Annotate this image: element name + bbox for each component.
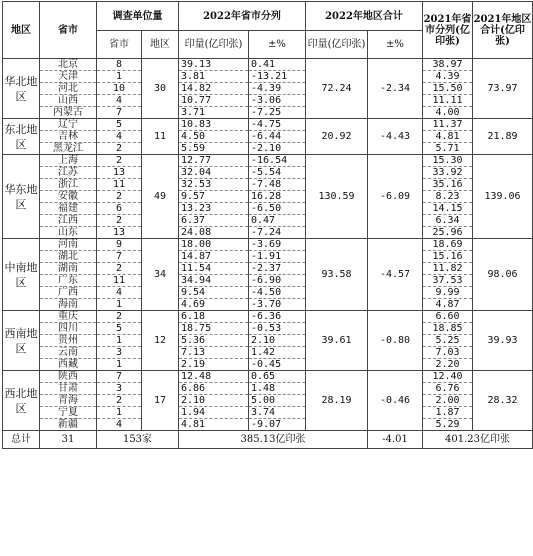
table-row xyxy=(3,83,533,95)
province-print-volume: 5.36 xyxy=(179,335,249,347)
province-2021-print-volume: 11.37 xyxy=(423,119,473,131)
province-pct: -3.06 xyxy=(249,95,306,107)
region-unit-count: 49 xyxy=(142,155,179,239)
province-pct: 1.42 xyxy=(249,347,306,359)
province-2021-print-volume: 4.00 xyxy=(423,107,473,119)
province-name: 天津 xyxy=(40,71,97,83)
region-name: 中南地区 xyxy=(3,239,40,311)
province-name: 河北 xyxy=(40,83,97,95)
province-pct: -0.53 xyxy=(249,323,306,335)
province-2021-print-volume: 11.82 xyxy=(423,263,473,275)
province-name: 四川 xyxy=(40,323,97,335)
province-print-volume: 7.13 xyxy=(179,347,249,359)
province-unit-count: 6 xyxy=(97,203,142,215)
province-print-volume: 11.54 xyxy=(179,263,249,275)
region-2021-total: 73.97 xyxy=(473,59,533,119)
province-name: 上海 xyxy=(40,155,97,167)
province-pct: -7.24 xyxy=(249,227,306,239)
province-print-volume: 24.08 xyxy=(179,227,249,239)
table-row xyxy=(3,119,533,131)
province-unit-count: 4 xyxy=(97,95,142,107)
header-unit-count: 调查单位量 xyxy=(97,2,179,31)
region-2021-total: 139.06 xyxy=(473,155,533,239)
province-print-volume: 34.94 xyxy=(179,275,249,287)
region-unit-count: 17 xyxy=(142,371,179,431)
province-print-volume: 2.19 xyxy=(179,359,249,371)
province-2021-print-volume: 1.87 xyxy=(423,407,473,419)
province-2021-print-volume: 38.97 xyxy=(423,59,473,71)
region-name: 华东地区 xyxy=(3,155,40,239)
province-pct: 3.74 xyxy=(249,407,306,419)
province-2021-print-volume: 2.00 xyxy=(423,395,473,407)
region-name: 华北地区 xyxy=(3,59,40,119)
province-pct: -3.69 xyxy=(249,239,306,251)
province-unit-count: 1 xyxy=(97,335,142,347)
province-2021-print-volume: 33.92 xyxy=(423,167,473,179)
province-name: 新疆 xyxy=(40,419,97,431)
region-name: 西北地区 xyxy=(3,371,40,431)
table-row xyxy=(3,371,533,383)
province-name: 云南 xyxy=(40,347,97,359)
province-name: 河南 xyxy=(40,239,97,251)
province-2021-print-volume: 5.71 xyxy=(423,143,473,155)
province-print-volume: 4.81 xyxy=(179,419,249,431)
province-2021-print-volume: 5.25 xyxy=(423,335,473,347)
province-unit-count: 1 xyxy=(97,299,142,311)
province-name: 山东 xyxy=(40,227,97,239)
province-print-volume: 6.86 xyxy=(179,383,249,395)
province-2021-print-volume: 14.15 xyxy=(423,203,473,215)
table-row xyxy=(3,311,533,323)
province-unit-count: 8 xyxy=(97,59,142,71)
region-2021-total: 21.89 xyxy=(473,119,533,155)
print-volume-table xyxy=(2,1,533,449)
province-print-volume: 18.75 xyxy=(179,323,249,335)
region-total-print-volume: 28.19 xyxy=(306,371,368,431)
province-unit-count: 4 xyxy=(97,287,142,299)
province-unit-count: 5 xyxy=(97,323,142,335)
province-unit-count: 7 xyxy=(97,107,142,119)
province-print-volume: 4.69 xyxy=(179,299,249,311)
total-2021-print-volume: 401.23亿印张 xyxy=(423,431,533,449)
province-2021-print-volume: 2.20 xyxy=(423,359,473,371)
province-unit-count: 2 xyxy=(97,395,142,407)
province-print-volume: 9.54 xyxy=(179,287,249,299)
table-row xyxy=(3,383,533,395)
region-total-pct: -4.57 xyxy=(368,239,423,311)
region-total-print-volume: 93.58 xyxy=(306,239,368,311)
table-row xyxy=(3,71,533,83)
province-2021-print-volume: 4.87 xyxy=(423,299,473,311)
province-pct: -2.10 xyxy=(249,143,306,155)
province-print-volume: 13.23 xyxy=(179,203,249,215)
province-pct: -1.91 xyxy=(249,251,306,263)
province-print-volume: 32.53 xyxy=(179,179,249,191)
subheader-region: 地区 xyxy=(142,31,179,59)
province-2021-print-volume: 18.69 xyxy=(423,239,473,251)
province-2021-print-volume: 12.40 xyxy=(423,371,473,383)
province-2021-print-volume: 6.34 xyxy=(423,215,473,227)
province-print-volume: 39.13 xyxy=(179,59,249,71)
province-pct: -0.45 xyxy=(249,359,306,371)
province-name: 贵州 xyxy=(40,335,97,347)
table-row xyxy=(3,323,533,335)
region-unit-count: 11 xyxy=(142,119,179,155)
region-total-pct: -0.46 xyxy=(368,371,423,431)
region-total-print-volume: 130.59 xyxy=(306,155,368,239)
province-unit-count: 2 xyxy=(97,215,142,227)
province-print-volume: 5.59 xyxy=(179,143,249,155)
region-unit-count: 12 xyxy=(142,311,179,371)
table-row xyxy=(3,215,533,227)
province-pct: -6.36 xyxy=(249,311,306,323)
province-2021-print-volume: 4.39 xyxy=(423,71,473,83)
province-unit-count: 2 xyxy=(97,143,142,155)
province-pct: 0.41 xyxy=(249,59,306,71)
header-province: 省市 xyxy=(40,2,97,59)
province-unit-count: 1 xyxy=(97,71,142,83)
table-row xyxy=(3,179,533,191)
province-unit-count: 13 xyxy=(97,227,142,239)
province-pct: -3.70 xyxy=(249,299,306,311)
province-pct: -2.37 xyxy=(249,263,306,275)
province-print-volume: 14.87 xyxy=(179,251,249,263)
province-2021-print-volume: 25.96 xyxy=(423,227,473,239)
province-unit-count: 3 xyxy=(97,347,142,359)
province-unit-count: 2 xyxy=(97,311,142,323)
province-name: 浙江 xyxy=(40,179,97,191)
header-2022-province: 2022年省市分列 xyxy=(179,2,306,31)
province-pct: -4.39 xyxy=(249,83,306,95)
header-2021-province: 2021年省市分列(亿印张) xyxy=(423,2,473,59)
province-name: 辽宁 xyxy=(40,119,97,131)
province-print-volume: 14.82 xyxy=(179,83,249,95)
table-row xyxy=(3,395,533,407)
province-unit-count: 11 xyxy=(97,275,142,287)
province-2021-print-volume: 11.11 xyxy=(423,95,473,107)
table-row xyxy=(3,299,533,311)
province-unit-count: 11 xyxy=(97,179,142,191)
region-total-print-volume: 39.61 xyxy=(306,311,368,371)
province-print-volume: 1.94 xyxy=(179,407,249,419)
province-pct: 1.48 xyxy=(249,383,306,395)
table-row xyxy=(3,263,533,275)
table-row xyxy=(3,155,533,167)
province-name: 山西 xyxy=(40,95,97,107)
province-pct: 0.65 xyxy=(249,371,306,383)
province-print-volume: 6.37 xyxy=(179,215,249,227)
province-print-volume: 10.83 xyxy=(179,119,249,131)
province-pct: 2.10 xyxy=(249,335,306,347)
header-2021-region-total: 2021年地区合计(亿印张) xyxy=(473,2,533,59)
total-units: 153家 xyxy=(97,431,179,449)
province-name: 江苏 xyxy=(40,167,97,179)
province-pct: -16.54 xyxy=(249,155,306,167)
province-print-volume: 9.57 xyxy=(179,191,249,203)
province-pct: -6.50 xyxy=(249,203,306,215)
province-pct: -6.90 xyxy=(249,275,306,287)
province-pct: -9.07 xyxy=(249,419,306,431)
table-row xyxy=(3,167,533,179)
province-print-volume: 12.48 xyxy=(179,371,249,383)
province-name: 湖北 xyxy=(40,251,97,263)
province-name: 广西 xyxy=(40,287,97,299)
province-2021-print-volume: 5.29 xyxy=(423,419,473,431)
region-total-pct: -2.34 xyxy=(368,59,423,119)
province-2021-print-volume: 15.50 xyxy=(423,83,473,95)
province-print-volume: 10.77 xyxy=(179,95,249,107)
province-name: 吉林 xyxy=(40,131,97,143)
province-name: 青海 xyxy=(40,395,97,407)
province-2021-print-volume: 9.99 xyxy=(423,287,473,299)
region-unit-count: 30 xyxy=(142,59,179,119)
province-name: 内蒙古 xyxy=(40,107,97,119)
province-name: 陕西 xyxy=(40,371,97,383)
province-pct: -7.48 xyxy=(249,179,306,191)
province-2021-print-volume: 6.76 xyxy=(423,383,473,395)
province-unit-count: 1 xyxy=(97,407,142,419)
province-pct: 16.28 xyxy=(249,191,306,203)
total-province-count: 31 xyxy=(40,431,97,449)
province-2021-print-volume: 6.60 xyxy=(423,311,473,323)
subheader-print-volume: 印量(亿印张) xyxy=(179,31,249,59)
region-unit-count: 34 xyxy=(142,239,179,311)
province-pct: -6.44 xyxy=(249,131,306,143)
province-name: 福建 xyxy=(40,203,97,215)
province-print-volume: 32.04 xyxy=(179,167,249,179)
province-unit-count: 13 xyxy=(97,167,142,179)
province-unit-count: 2 xyxy=(97,155,142,167)
province-name: 宁夏 xyxy=(40,407,97,419)
province-name: 湖南 xyxy=(40,263,97,275)
province-unit-count: 4 xyxy=(97,131,142,143)
province-unit-count: 2 xyxy=(97,263,142,275)
table-row xyxy=(3,419,533,431)
province-name: 安徽 xyxy=(40,191,97,203)
total-print-volume: 385.13亿印张 xyxy=(179,431,368,449)
table-row xyxy=(3,407,533,419)
table-row xyxy=(3,359,533,371)
region-total-pct: -6.09 xyxy=(368,155,423,239)
province-unit-count: 9 xyxy=(97,239,142,251)
header-2022-region-total: 2022年地区合计 xyxy=(306,2,423,31)
region-2021-total: 98.06 xyxy=(473,239,533,311)
total-pct: -4.01 xyxy=(368,431,423,449)
province-name: 广东 xyxy=(40,275,97,287)
province-print-volume: 4.50 xyxy=(179,131,249,143)
province-pct: -4.75 xyxy=(249,119,306,131)
province-print-volume: 3.81 xyxy=(179,71,249,83)
province-pct: -7.25 xyxy=(249,107,306,119)
region-total-print-volume: 72.24 xyxy=(306,59,368,119)
table-row xyxy=(3,131,533,143)
table-row xyxy=(3,251,533,263)
province-name: 北京 xyxy=(40,59,97,71)
header-region: 地区 xyxy=(3,2,40,59)
province-unit-count: 10 xyxy=(97,83,142,95)
province-name: 黑龙江 xyxy=(40,143,97,155)
province-pct: -4.50 xyxy=(249,287,306,299)
province-name: 重庆 xyxy=(40,311,97,323)
subheader-province: 省市 xyxy=(97,31,142,59)
table-row xyxy=(3,275,533,287)
province-name: 甘肃 xyxy=(40,383,97,395)
province-name: 江西 xyxy=(40,215,97,227)
province-2021-print-volume: 4.81 xyxy=(423,131,473,143)
region-name: 东北地区 xyxy=(3,119,40,155)
region-2021-total: 39.93 xyxy=(473,311,533,371)
table-row xyxy=(3,59,533,71)
subheader-region-pct: ±% xyxy=(368,31,423,59)
province-2021-print-volume: 35.16 xyxy=(423,179,473,191)
region-2021-total: 28.32 xyxy=(473,371,533,431)
subheader-pct: ±% xyxy=(249,31,306,59)
province-pct: 5.00 xyxy=(249,395,306,407)
province-2021-print-volume: 18.85 xyxy=(423,323,473,335)
region-total-pct: -0.80 xyxy=(368,311,423,371)
region-total-print-volume: 20.92 xyxy=(306,119,368,155)
province-2021-print-volume: 8.23 xyxy=(423,191,473,203)
province-unit-count: 7 xyxy=(97,371,142,383)
region-name: 西南地区 xyxy=(3,311,40,371)
table-row xyxy=(3,347,533,359)
province-unit-count: 4 xyxy=(97,419,142,431)
region-total-pct: -4.43 xyxy=(368,119,423,155)
table-row xyxy=(3,143,533,155)
province-pct: -5.54 xyxy=(249,167,306,179)
province-print-volume: 3.71 xyxy=(179,107,249,119)
province-print-volume: 2.10 xyxy=(179,395,249,407)
province-unit-count: 2 xyxy=(97,191,142,203)
province-2021-print-volume: 7.03 xyxy=(423,347,473,359)
province-2021-print-volume: 37.53 xyxy=(423,275,473,287)
province-unit-count: 1 xyxy=(97,359,142,371)
province-pct: 0.47 xyxy=(249,215,306,227)
province-2021-print-volume: 15.16 xyxy=(423,251,473,263)
table-row xyxy=(3,227,533,239)
subheader-region-print-volume: 印量(亿印张) xyxy=(306,31,368,59)
table-row xyxy=(3,203,533,215)
province-unit-count: 5 xyxy=(97,119,142,131)
province-print-volume: 12.77 xyxy=(179,155,249,167)
province-print-volume: 6.18 xyxy=(179,311,249,323)
table-row xyxy=(3,95,533,107)
province-name: 海南 xyxy=(40,299,97,311)
province-print-volume: 18.00 xyxy=(179,239,249,251)
table-row xyxy=(3,287,533,299)
province-unit-count: 7 xyxy=(97,251,142,263)
province-name: 西藏 xyxy=(40,359,97,371)
table-row xyxy=(3,191,533,203)
province-2021-print-volume: 15.30 xyxy=(423,155,473,167)
table-row xyxy=(3,239,533,251)
province-pct: -13.21 xyxy=(249,71,306,83)
total-label: 总计 xyxy=(3,431,40,449)
table-row xyxy=(3,107,533,119)
table-row xyxy=(3,335,533,347)
province-unit-count: 3 xyxy=(97,383,142,395)
